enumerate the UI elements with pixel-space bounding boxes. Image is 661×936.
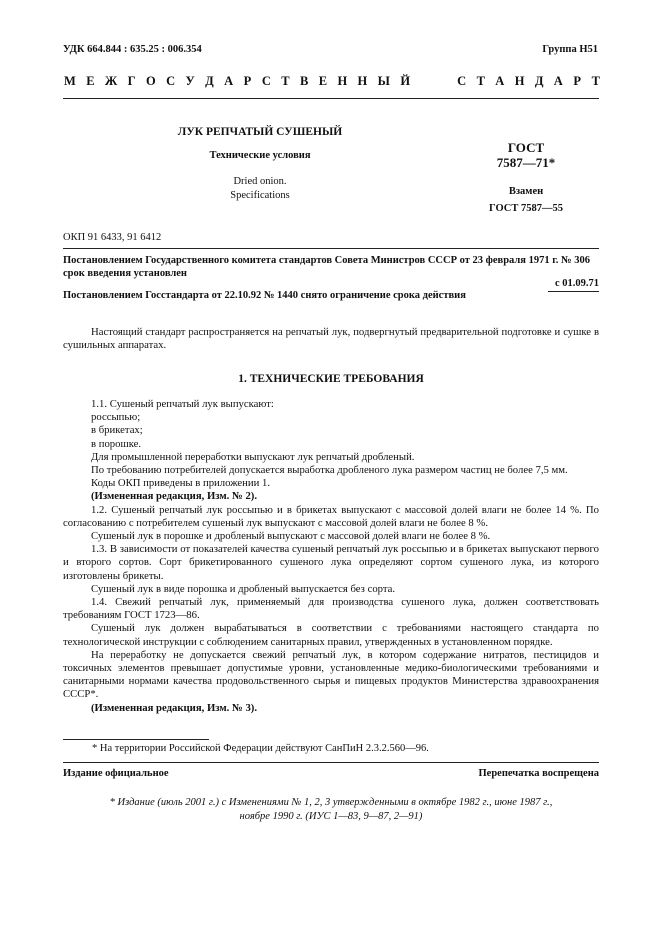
banner-letter: Т <box>281 74 290 88</box>
reprint-prohibited: Перепечатка воспрещена <box>478 768 599 779</box>
decree-date: с 01.09.71 <box>554 278 599 289</box>
decree-introduction: Постановлением Государственного комитета стандартов Совета Министров СССР от 23 февраля 1971 г. № 306 срок введения установлен <box>63 255 590 279</box>
amendment-note: (Измененная редакция, Изм. № 3). <box>91 701 258 714</box>
banner-letter: Е <box>86 74 95 88</box>
banner-letter: Е <box>318 74 328 88</box>
standard-banner <box>64 74 600 89</box>
paragraph-text: Сушеный лук в порошке и дробленый выпускают с массовой долей влаги не более 8 %. <box>91 530 491 543</box>
decree-limitation: Постановлением Госстандарта от 22.10.92 № 1440 снято ограничение срока действия <box>63 290 466 301</box>
banner-letter: Т <box>591 74 600 88</box>
list-item: в брикетах; <box>91 424 143 437</box>
banner-letter: Г <box>127 74 136 88</box>
list-item: россыпью; <box>91 411 141 424</box>
edition-note <box>63 796 599 824</box>
banner-letter: У <box>185 74 195 88</box>
banner-letter: А <box>553 74 563 88</box>
banner-letter: Ы <box>377 74 390 88</box>
banner-letter: Р <box>573 74 582 88</box>
paragraph-text: Для промышленной переработки выпускают лук репчатый дробленый. <box>91 450 415 463</box>
paragraph-1-1: 1.1. Сушеный репчатый лук выпускают: <box>91 398 274 410</box>
paragraph-1-4: 1.4. Свежий репчатый лук, применяемый для производства сушеного лука, должен соответствовать требованиям ГОСТ 1723—86. <box>63 596 599 622</box>
banner-letter: Й <box>400 74 411 88</box>
gost-label: ГОСТ <box>507 140 545 155</box>
banner-letter: М <box>64 74 76 88</box>
banner-letter: С <box>261 74 271 88</box>
banner-letter: А <box>495 74 505 88</box>
okp-code: ОКП 91 6433, 91 6412 <box>63 232 162 243</box>
banner-letter <box>420 74 428 89</box>
official-edition: Издание официальное <box>63 768 169 779</box>
section-body <box>63 398 599 715</box>
edition-note-line-1: * Издание (июль 2001 г.) с Изменениями № 1, 2, 3 утвержденными в октябре 1982 г., июне 1987 г., <box>109 797 553 808</box>
paragraph-1-3: 1.3. В зависимости от показателей качества сушеный репчатый лук россыпью и в брикетах выпускают первого и второго сортов. Сорт брикетированного сушеного лука определяют сортом сушеного лука, из которого изготовлены брикеты. <box>63 543 599 582</box>
banner-letter: А <box>224 74 234 88</box>
english-title-line-2: Specifications <box>230 190 290 201</box>
okp-divider <box>63 248 599 249</box>
banner-letter: С <box>457 74 467 88</box>
gost-block <box>466 140 586 216</box>
banner-letter <box>439 74 447 89</box>
list-item: в порошке. <box>91 437 142 450</box>
intro-paragraph: Настоящий стандарт распространяется на репчатый лук, подвергнутый предварительной подготовке и сушке в сушильных аппаратах. <box>63 326 599 352</box>
banner-letter: О <box>146 74 156 88</box>
banner-letter: Т <box>476 74 485 88</box>
decree-date-underline <box>548 291 599 292</box>
document-subtitle: Технические условия <box>209 150 311 161</box>
paragraph-text: Сушеный лук должен вырабатываться в соответствии с требованиями настоящего стандарта по технологической инструкции с соблюдением санитарных правил, утвержденных в установленном порядке. <box>63 622 599 648</box>
banner-letter: В <box>300 74 309 88</box>
paragraph-text: Коды ОКП приведены в приложении 1. <box>91 477 271 490</box>
group-code: Группа Н51 <box>542 44 598 55</box>
banner-letter: Д <box>205 74 214 88</box>
footer-divider <box>63 762 599 763</box>
paragraph-text: На переработку не допускается свежий репчатый лук, в котором содержание нитратов, пестицидов и токсичных элементов превышает допустимые уровни, установленные медико-биологическими требованиями и санитарными нормами качества продовольственного сырья и пищевых продуктов Министерства здравоохранения СССР*. <box>63 648 599 701</box>
banner-letter: Р <box>243 74 252 88</box>
paragraph-1-2: 1.2. Сушеный репчатый лук россыпью и в брикетах выпускают с массовой долей влаги не более 14 %. По согласованию с потребителем сушеный лук выпускают с массовой долей влаги не более 8 %. <box>63 503 599 529</box>
banner-letter: Н <box>514 74 525 88</box>
banner-letter: С <box>166 74 176 88</box>
header-divider <box>63 98 599 99</box>
replace-label: Взамен <box>508 186 544 197</box>
section-title: 1. ТЕХНИЧЕСКИЕ ТРЕБОВАНИЯ <box>238 373 424 385</box>
banner-letter: Н <box>357 74 368 88</box>
udk-code: УДК 664.844 : 635.25 : 006.354 <box>63 44 202 55</box>
gost-number: 7587—71* <box>496 155 556 170</box>
replace-number: ГОСТ 7587—55 <box>489 203 563 214</box>
banner-letter: Н <box>337 74 348 88</box>
banner-letter: Д <box>534 74 544 88</box>
footnote: * На территории Российской Федерации действуют СанПиН 2.3.2.560—96. <box>92 743 429 754</box>
english-title-line-1: Dried onion. <box>233 176 287 187</box>
edition-note-line-2: ноябре 1990 г. (ИУС 1—83, 9—87, 2—91) <box>239 811 423 822</box>
title-block <box>160 126 360 203</box>
paragraph-text: По требованию потребителей допускается выработка дробленого лука размером частиц не более 7,5 мм. <box>91 464 568 477</box>
banner-letter: Ж <box>104 74 118 88</box>
amendment-note: (Измененная редакция, Изм. № 2). <box>91 490 258 503</box>
paragraph-text: Сушеный лук в виде порошка и дробленый выпускается без сорта. <box>91 582 396 595</box>
english-title <box>160 175 360 203</box>
document-title: ЛУК РЕПЧАТЫЙ СУШЕНЫЙ <box>177 126 343 138</box>
footnote-divider <box>63 739 209 740</box>
